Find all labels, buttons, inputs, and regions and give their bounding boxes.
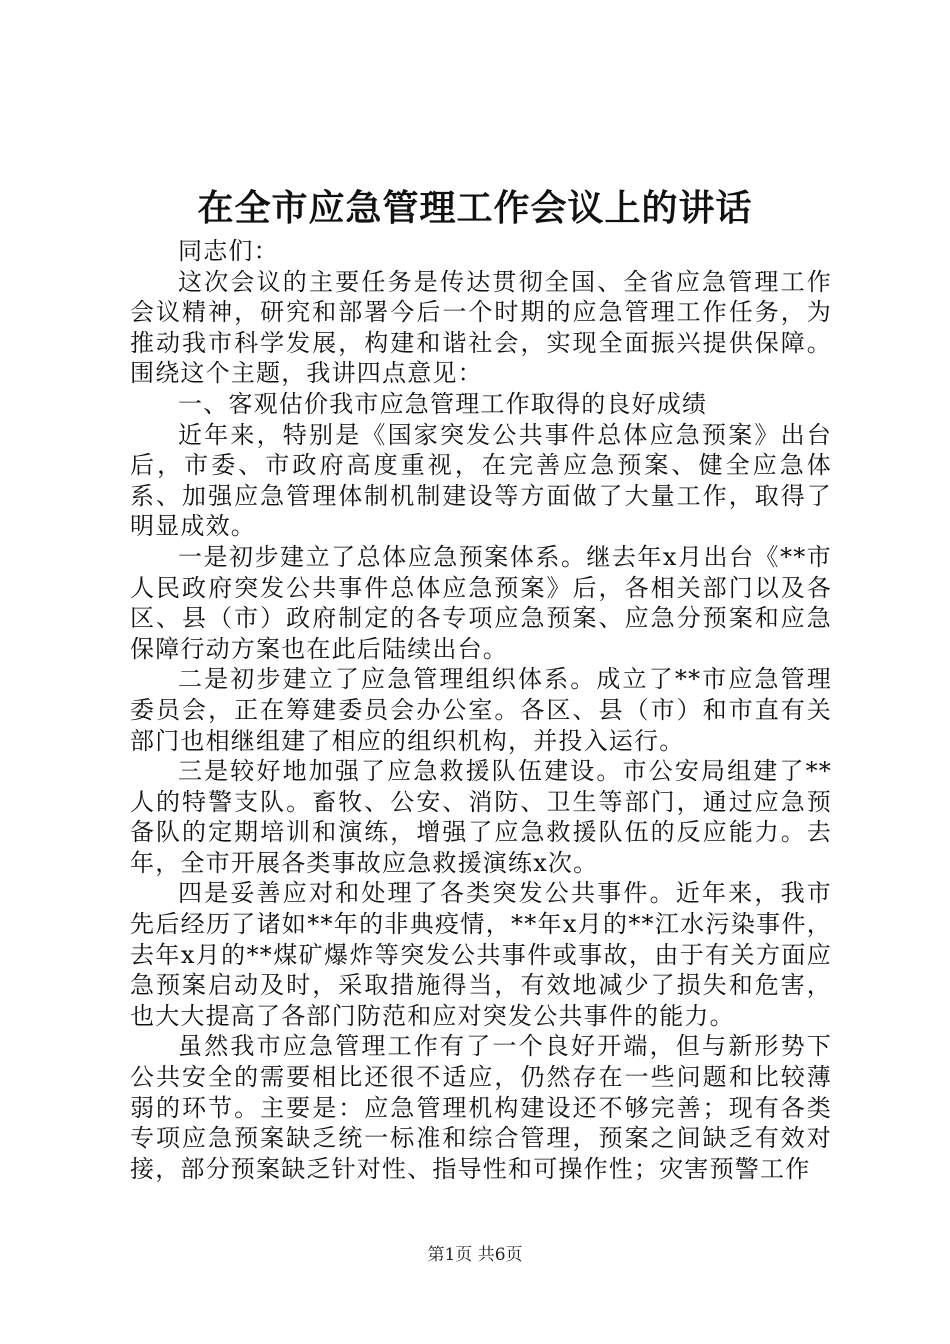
- document-title: 在全市应急管理工作会议上的讲话: [197, 187, 753, 229]
- section-heading: 一、客观估价我市应急管理工作取得的良好成绩: [178, 389, 708, 418]
- page-number-footer: 第1页 共6页: [427, 1245, 523, 1265]
- paragraph-problems: 虽然我市应急管理工作有了一个良好开端，但与新形势下公共安全的需要相比还很不适应，仍然存在一些问题和比较薄弱的环节。主要是：应急管理机构建设还不够完善；现有各类专项应急预案缺乏统一标准和综合管理，预案之间缺乏有效对接，部分预案缺乏针对性、指导性和可操作性；灾害预警工作: [130, 1032, 832, 1183]
- paragraph-point-1: 一是初步建立了总体应急预案体系。继去年x月出台《**市人民政府突发公共事件总体应急预案》后，各相关部门以及各区、县（市）政府制定的各专项应急预案、应急分预案和应急保障行动方案也在此后陆续出台。: [130, 542, 832, 663]
- paragraph-greeting: 同志们：: [178, 237, 279, 265]
- paragraph-point-4: 四是妥善应对和处理了各类突发公共事件。近年来，我市先后经历了诸如**年的非典疫情，**年x月的**江水污染事件，去年x月的**煤矿爆炸等突发公共事件或事故，由于有关方面应急预案启动及时，采取措施得当，有效地减少了损失和危害，也大大提高了各部门防范和应对突发公共事件的能力。: [130, 879, 832, 1030]
- paragraph-point-3: 三是较好地加强了应急救援队伍建设。市公安局组建了**人的特警支队。畜牧、公安、消防、卫生等部门，通过应急预备队的定期培训和演练，增强了应急救援队伍的反应能力。去年，全市开展各类事故应急救援演练x次。: [130, 757, 832, 877]
- document-body: [130, 236, 832, 1184]
- paragraph-point-2: 二是初步建立了应急管理组织体系。成立了**市应急管理委员会，正在筹建委员会办公室。各区、县（市）和市直有关部门也相继组建了相应的组织机构，并投入运行。: [130, 665, 832, 755]
- paragraph-overview: 近年来，特别是《国家突发公共事件总体应急预案》出台后，市委、市政府高度重视，在完善应急预案、健全应急体系、加强应急管理体制机制建设等方面做了大量工作，取得了明显成效。: [130, 420, 832, 541]
- paragraph-intro: 这次会议的主要任务是传达贯彻全国、全省应急管理工作会议精神，研究和部署今后一个时期的应急管理工作任务，为推动我市科学发展，构建和谐社会，实现全面振兴提供保障。围绕这个主题，我讲四点意见：: [130, 267, 832, 388]
